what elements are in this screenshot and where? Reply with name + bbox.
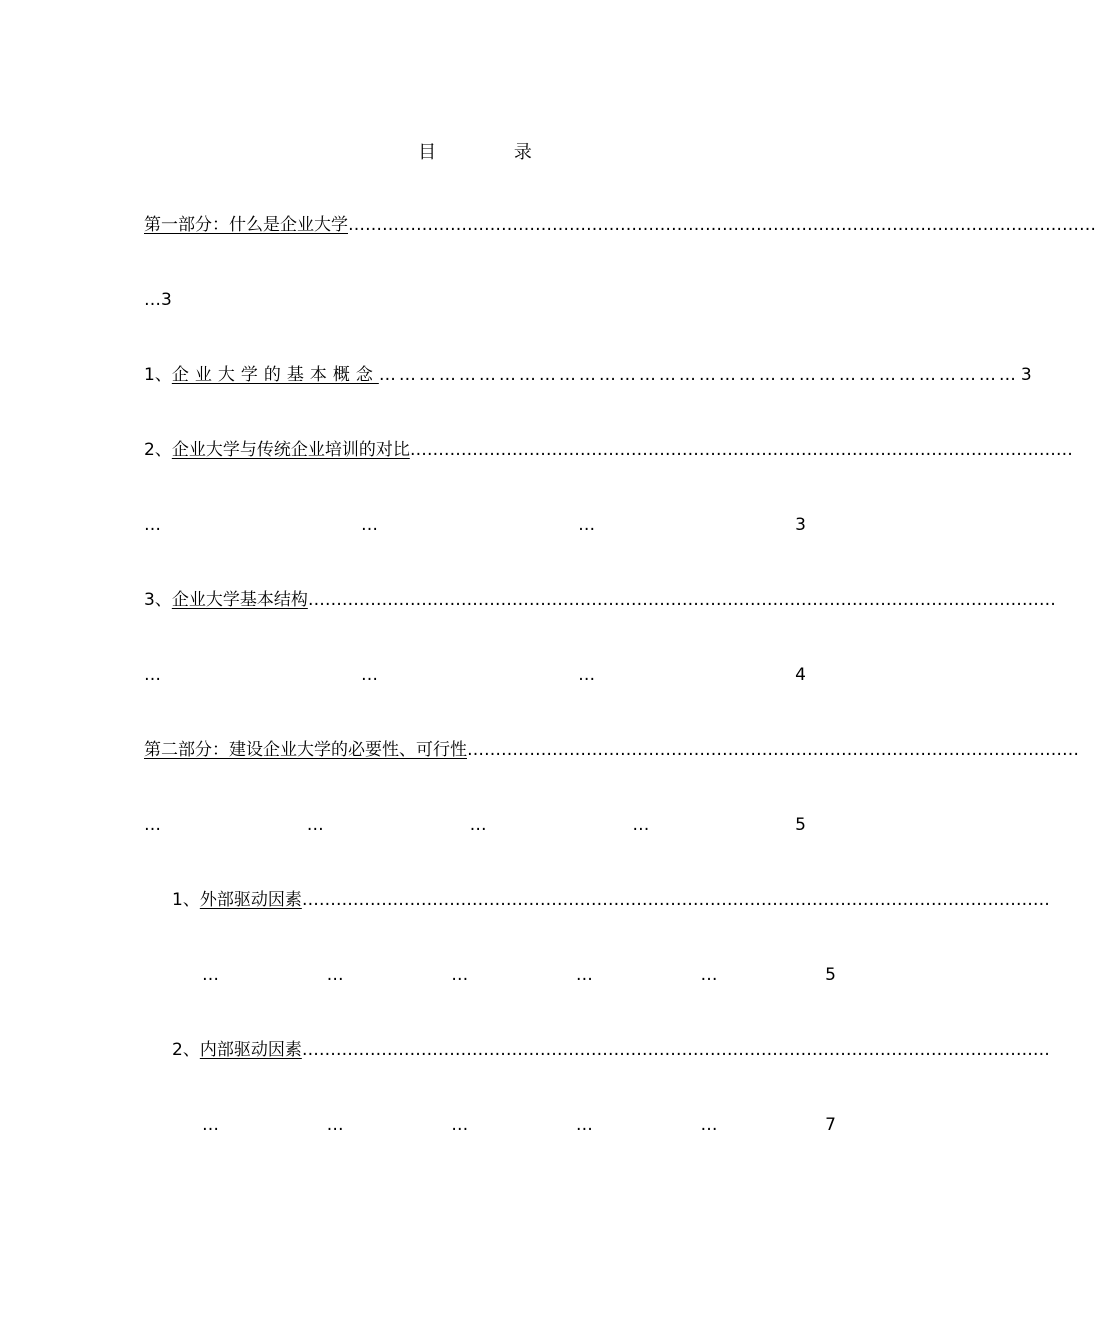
toc-entry-part-two[interactable] bbox=[144, 737, 1079, 763]
toc-entry-external-drivers[interactable] bbox=[172, 887, 1050, 913]
toc-leader-dots: …………………………………………………………………………………………………………………… bbox=[307, 590, 1056, 610]
toc-entry-internal-drivers[interactable] bbox=[172, 1037, 1050, 1063]
toc-entry-number: 3、 bbox=[144, 590, 172, 610]
toc-leader-mark: … bbox=[144, 815, 161, 835]
toc-entry-structure[interactable] bbox=[144, 587, 1056, 613]
toc-leader-mark: … bbox=[578, 515, 596, 535]
toc-entry-part-two-continuation bbox=[144, 812, 806, 838]
toc-leader-dots: …………………………………………………………………………………… bbox=[378, 365, 1019, 385]
toc-entry-basic-concept[interactable] bbox=[144, 362, 1032, 388]
toc-page-number: 5 bbox=[825, 965, 836, 985]
toc-leader-mark: … bbox=[144, 665, 161, 685]
toc-entry-label[interactable]: 企业大学与传统企业培训的对比 bbox=[171, 440, 410, 460]
toc-leader-mark: … bbox=[326, 965, 344, 985]
toc-leader-mark: … bbox=[575, 965, 593, 985]
toc-leader-mark: … bbox=[202, 965, 219, 985]
toc-leader-dots: ……………………………………………………………………………………………… bbox=[467, 740, 1079, 760]
toc-leader-mark: … bbox=[451, 965, 469, 985]
toc-entry-label[interactable]: 企业大学基本结构 bbox=[171, 590, 308, 610]
toc-page-number: 3 bbox=[1020, 365, 1032, 385]
toc-entry-number: 2、 bbox=[172, 1040, 200, 1060]
toc-entry-label[interactable]: 第二部分：建设企业大学的必要性、可行性 bbox=[144, 740, 467, 760]
toc-entry-internal-drivers-continuation bbox=[172, 1112, 836, 1138]
toc-leader-mark: … bbox=[451, 1115, 469, 1135]
toc-leader-mark: … bbox=[144, 515, 161, 535]
toc-page-number: …3 bbox=[144, 290, 172, 310]
toc-entry-structure-continuation bbox=[144, 662, 806, 688]
toc-entry-part-one[interactable] bbox=[144, 212, 1096, 238]
toc-leader-mark: … bbox=[361, 665, 379, 685]
toc-leader-mark: … bbox=[326, 1115, 344, 1135]
toc-page-number: 4 bbox=[795, 665, 806, 685]
toc-page-number: 3 bbox=[795, 515, 806, 535]
toc-entry-comparison[interactable] bbox=[144, 437, 1073, 463]
toc-entry-number: 2、 bbox=[144, 440, 172, 460]
toc-leader-mark: … bbox=[202, 1115, 219, 1135]
toc-leader-mark: … bbox=[575, 1115, 593, 1135]
toc-leader-dots: …………………………………………………………………………………………………………………… bbox=[301, 1040, 1050, 1060]
toc-leader-dots: …………………………………………………………………………………………………………………… bbox=[301, 890, 1050, 910]
toc-entry-label[interactable]: 企业大学的基本概念 bbox=[171, 365, 379, 385]
toc-leader-mark: … bbox=[578, 665, 596, 685]
toc-entry-label[interactable]: 外部驱动因素 bbox=[199, 890, 302, 910]
toc-leader-mark: … bbox=[306, 815, 324, 835]
toc-leader-mark: … bbox=[361, 515, 379, 535]
toc-leader-mark: … bbox=[700, 965, 718, 985]
toc-entry-number: 1、 bbox=[172, 890, 200, 910]
toc-entry-external-drivers-continuation bbox=[172, 962, 836, 988]
toc-entry-comparison-continuation bbox=[144, 512, 806, 538]
toc-leader-dots: ……………………………………………………………………………………………………… bbox=[409, 440, 1073, 460]
toc-leader-mark: … bbox=[469, 815, 487, 835]
toc-page-number: 5 bbox=[795, 815, 806, 835]
toc-leader-mark: … bbox=[632, 815, 650, 835]
toc-entry-label[interactable]: 第一部分：什么是企业大学 bbox=[144, 215, 348, 235]
toc-entry-part-one-continuation bbox=[144, 287, 806, 313]
toc-page-number: 7 bbox=[825, 1115, 836, 1135]
toc-entry-number: 1、 bbox=[144, 365, 172, 385]
toc-title: 目 录 bbox=[418, 142, 568, 163]
toc-leader-dots: …………………………………………………………………………………………………………………… bbox=[348, 215, 1096, 235]
toc-leader-mark: … bbox=[700, 1115, 718, 1135]
toc-entry-label[interactable]: 内部驱动因素 bbox=[199, 1040, 302, 1060]
